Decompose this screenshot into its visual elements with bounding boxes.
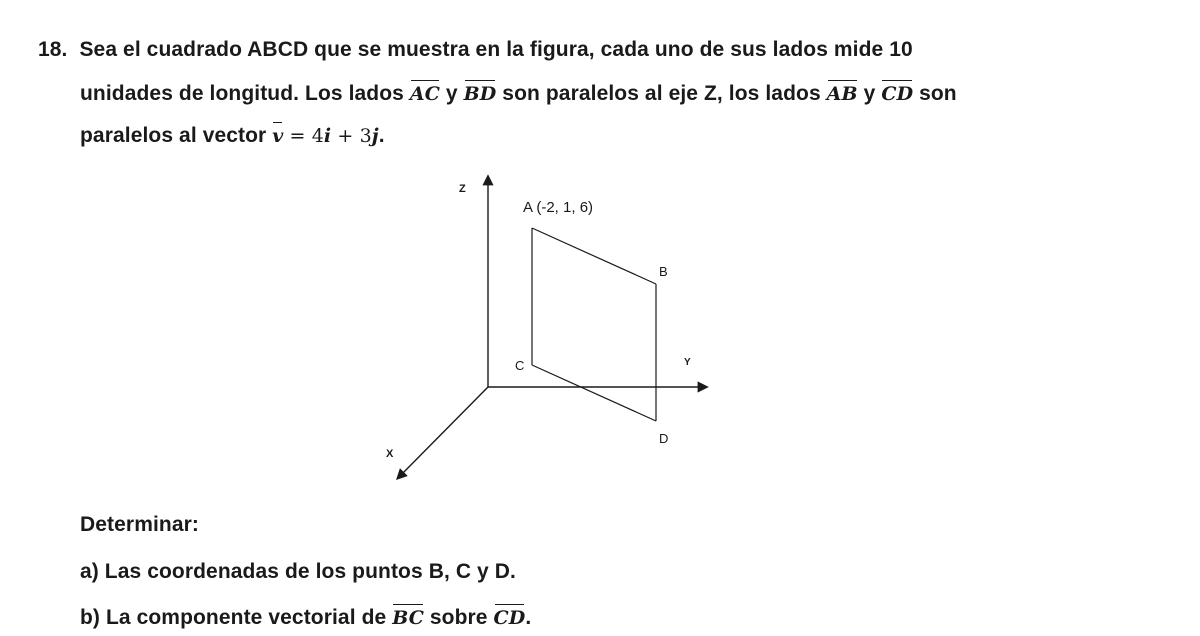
- coef-3: 3: [359, 125, 372, 147]
- conj-y-2: y: [857, 82, 882, 105]
- segment-bd: BD: [463, 83, 497, 105]
- problem-text-1: Sea el cuadrado ABCD que se muestra en la figura, cada uno de sus lados mide 10: [79, 38, 913, 61]
- problem-line-3: [80, 124, 385, 148]
- side-cd: [532, 365, 656, 421]
- point-d-label: D: [659, 431, 669, 446]
- segment-bc: BC: [392, 607, 424, 629]
- coef-4: 4: [311, 125, 324, 147]
- period: .: [378, 124, 385, 147]
- problem-text-2a: unidades de longitud. Los lados: [80, 82, 410, 105]
- segment-ab: AB: [826, 83, 858, 105]
- square-figure: [370, 165, 730, 495]
- unit-j: j: [371, 125, 379, 147]
- problem-text-3: paralelos al vector: [80, 124, 273, 147]
- point-c-label: C: [515, 358, 525, 373]
- conj-y-1: y: [439, 82, 464, 105]
- task-b-text: b) La componente vectorial de: [80, 606, 393, 629]
- segment-cd: CD: [881, 83, 914, 105]
- equals-sign: =: [283, 125, 312, 147]
- problem-text-2c: son: [913, 82, 957, 105]
- task-b-end: .: [525, 606, 532, 629]
- tasks-heading: Determinar:: [80, 513, 199, 536]
- problem-line-1: [38, 38, 913, 62]
- problem-number: 18.: [38, 38, 68, 61]
- task-a: a) Las coordenadas de los puntos B, C y D.: [80, 560, 516, 583]
- unit-i: i: [323, 125, 332, 147]
- task-b-mid: sobre: [423, 606, 494, 629]
- segment-cd-b: CD: [493, 607, 526, 629]
- side-ab: [532, 228, 656, 284]
- axis-x-label: X: [386, 448, 394, 460]
- x-axis: [398, 387, 488, 478]
- plus-sign: +: [331, 125, 360, 147]
- problem-line-2: [80, 82, 957, 106]
- task-b: [80, 606, 531, 630]
- segment-ac: AC: [409, 83, 440, 105]
- point-a-label: A (-2, 1, 6): [523, 199, 594, 216]
- axis-z-label: Z: [459, 183, 466, 195]
- axis-y-label: Y: [684, 357, 691, 368]
- point-b-label: B: [659, 264, 668, 279]
- vector-v: v: [272, 125, 284, 147]
- problem-text-2b: son paralelos al eje Z, los lados: [496, 82, 827, 105]
